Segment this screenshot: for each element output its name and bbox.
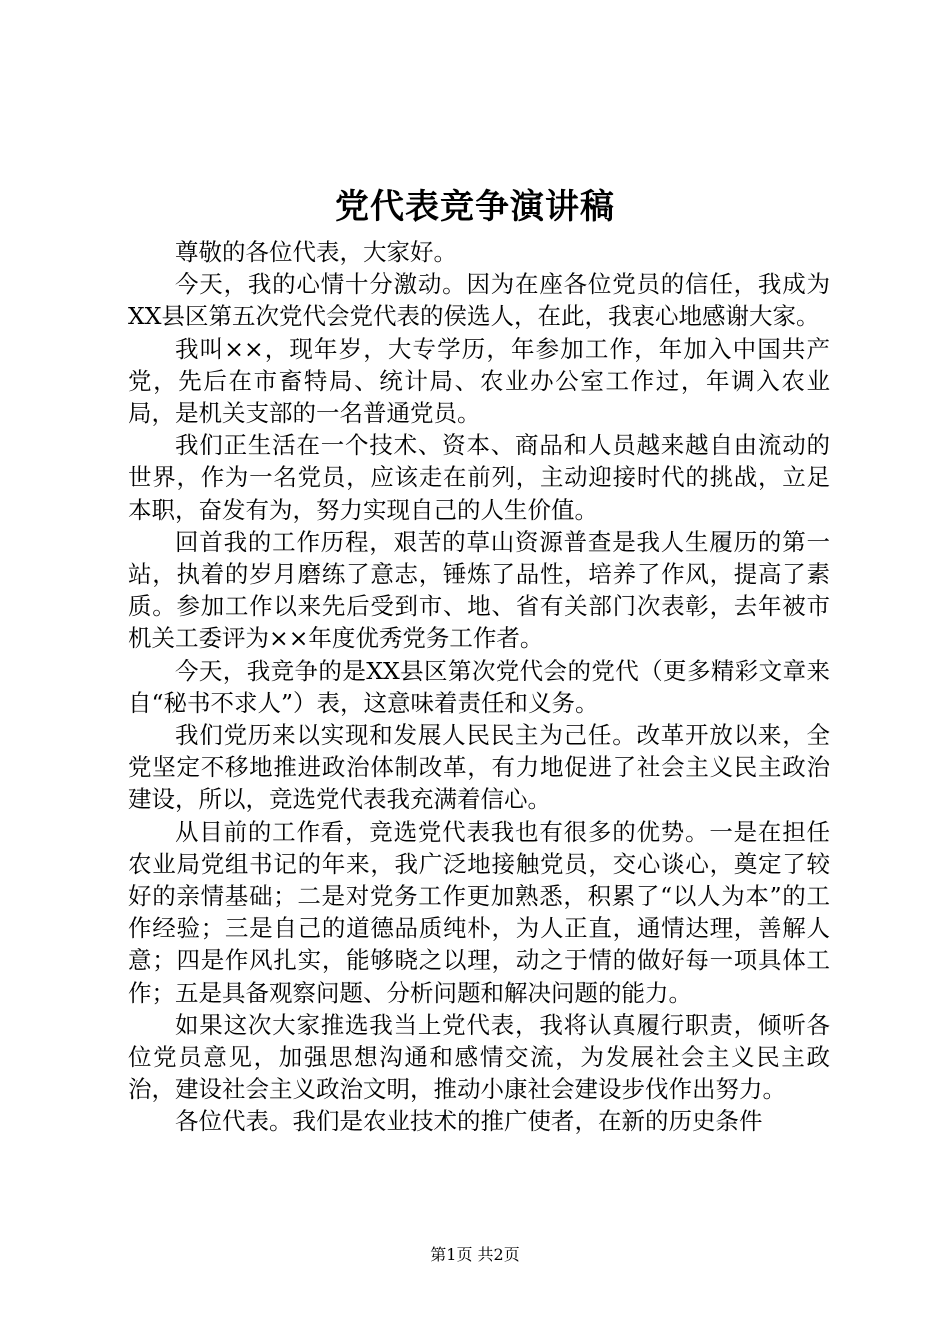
paragraph: 我们正生活在一个技术、资本、商品和人员越来越自由流动的世界，作为一名党员，应该走在前列，主动迎接时代的挑战，立足本职，奋发有为，努力实现自己的人生价值。 (128, 431, 830, 524)
paragraph: 各位代表。我们是农业技术的推广使者，在新的历史条件 (175, 1107, 763, 1136)
page-number-footer: 第1页 共2页 (430, 1245, 520, 1264)
paragraph: 回首我的工作历程，艰苦的草山资源普查是我人生履历的第一站，执着的岁月磨练了意志，锤炼了品性，培养了作风，提高了素质。参加工作以来先后受到市、地、省有关部门次表彰，去年被市机关工委评为××年度优秀党务工作者。 (128, 527, 830, 653)
paragraph: 我叫××，现年岁，大专学历，年参加工作，年加入中国共产党，先后在市畜特局、统计局、农业办公室工作过，年调入农业局，是机关支部的一名普通党员。 (128, 334, 830, 428)
paragraph: 从目前的工作看，竞选党代表我也有很多的优势。一是在担任农业局党组书记的年来，我广泛地接触党员，交心谈心，奠定了较好的亲情基础；二是对党务工作更加熟悉，积累了“以人为本”的工作经验；三是自己的道德品质纯朴，为人正直，通情达理，善解人意；四是作风扎实，能够晓之以理，动之于情的做好每一项具体工作；五是具备观察问题、分析问题和解决问题的能力。 (128, 817, 830, 1007)
paragraph: 我们党历来以实现和发展人民民主为己任。改革开放以来，全党坚定不移地推进政治体制改革，有力地促进了社会主义民主政治建设，所以，竞选党代表我充满着信心。 (128, 721, 830, 814)
paragraph: 如果这次大家推选我当上党代表，我将认真履行职责，倾听各位党员意见，加强思想沟通和感情交流，为发展社会主义民主政治，建设社会主义政治文明，推动小康社会建设步伐作出努力。 (128, 1010, 830, 1104)
paragraph-greeting: 尊敬的各位代表，大家好。 (175, 238, 457, 266)
document-title: 党代表竞争演讲稿 (335, 187, 615, 227)
paragraph: 今天，我的心情十分激动。因为在座各位党员的信任，我成为XX县区第五次党代会党代表的侯选人，在此，我衷心地感谢大家。 (128, 270, 830, 331)
paragraph: 今天，我竞争的是XX县区第次党代会的党代（更多精彩文章来自“秘书不求人”）表，这意味着责任和义务。 (128, 656, 830, 717)
document-body (128, 236, 830, 1138)
